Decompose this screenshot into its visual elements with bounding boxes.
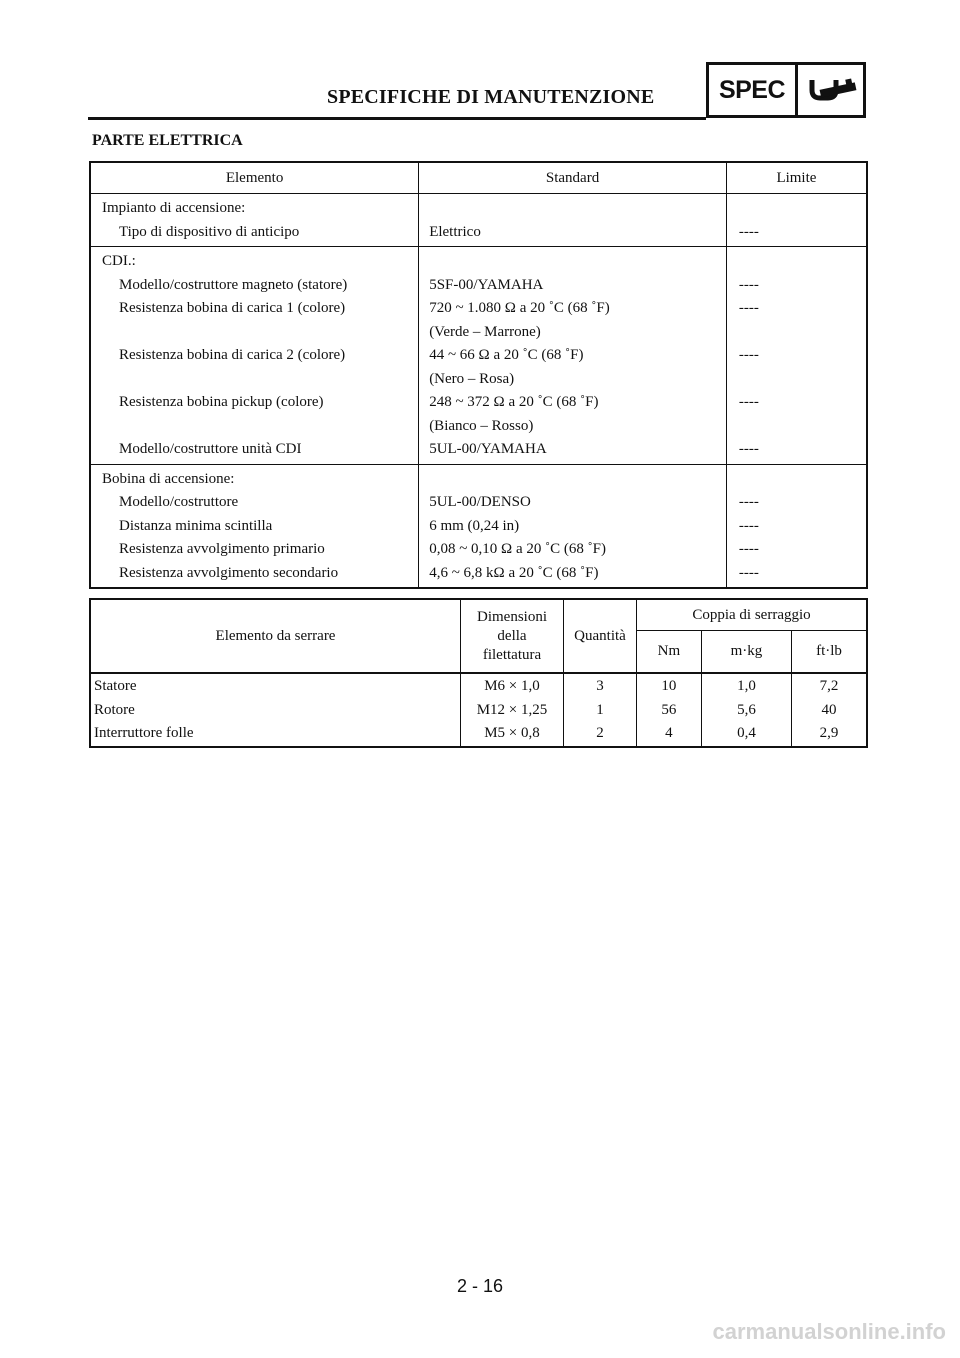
column-header-item: Elemento <box>90 162 419 194</box>
table-row <box>90 722 867 747</box>
table-row <box>90 274 867 298</box>
section-title: PARTE ELETTRICA <box>92 132 243 149</box>
thread-size: M5 × 0,8 <box>461 722 564 747</box>
spec-standard: 5SF-00/YAMAHA <box>429 276 544 293</box>
spec-standard: 0,08 ~ 0,10 Ω a 20 ˚C (68 ˚F) <box>429 541 606 557</box>
spec-standard: 5UL-00/DENSO <box>429 494 531 510</box>
spec-standard-color: (Nero – Rosa) <box>429 370 515 387</box>
spec-standard-color: (Verde – Marrone) <box>429 323 541 340</box>
page-header-title: SPECIFICHE DI MANUTENZIONE <box>327 86 655 108</box>
table-row <box>90 515 867 539</box>
thread-header-line: filettatura <box>482 646 542 663</box>
torque-mkg: 1,0 <box>701 673 791 699</box>
group-title: CDI.: <box>90 247 419 274</box>
header-rule <box>88 117 706 120</box>
table-row <box>90 344 867 391</box>
spec-limit: ---- <box>738 517 759 534</box>
electrical-spec-table <box>89 161 868 589</box>
page-number: 2 - 16 <box>456 1276 504 1296</box>
unit-header-mkg: m·kg <box>701 631 791 674</box>
column-header-standard: Standard <box>419 162 727 194</box>
torque-nm: 10 <box>637 673 702 699</box>
spec-group-ignition-coil <box>90 464 867 588</box>
group-title-row <box>90 194 867 221</box>
torque-nm: 4 <box>637 722 702 747</box>
spec-limit: ---- <box>738 276 759 293</box>
spec-item: Resistenza bobina pickup (colore) <box>90 391 419 438</box>
spec-item: Resistenza bobina di carica 1 (colore) <box>90 297 419 344</box>
tightening-torque-table <box>89 598 868 748</box>
group-title-row <box>90 464 867 491</box>
spec-badge <box>706 62 866 118</box>
spec-standard: 720 ~ 1.080 Ω a 20 ˚C (68 ˚F) <box>429 300 610 316</box>
spec-item: Resistenza avvolgimento secondario <box>90 562 419 589</box>
thread-size: M12 × 1,25 <box>461 699 564 723</box>
column-header-thread-size <box>461 599 564 673</box>
spec-item: Modello/costruttore unità CDI <box>90 438 419 464</box>
thread-header-line: Dimensioni <box>477 608 547 625</box>
table-row <box>90 699 867 723</box>
torque-ftlb: 7,2 <box>819 678 839 694</box>
spec-limit: ---- <box>738 394 759 410</box>
spec-group-ignition <box>90 194 867 247</box>
spec-standard: 6 mm (0,24 in) <box>429 517 520 534</box>
table-row <box>90 221 867 247</box>
spec-standard: 248 ~ 372 Ω a 20 ˚C (68 ˚F) <box>429 394 599 410</box>
spec-limit: ---- <box>738 441 759 457</box>
unit-header-ftlb: ft·lb <box>816 643 842 659</box>
table-row <box>90 391 867 438</box>
torque-ftlb: 2,9 <box>819 725 839 741</box>
spec-limit: ---- <box>738 494 759 510</box>
torque-ftlb: 40 <box>821 701 837 718</box>
table-row <box>90 562 867 589</box>
column-header-part: Elemento da serrare <box>90 599 461 673</box>
table-row <box>90 673 867 699</box>
spec-limit: ---- <box>738 541 759 557</box>
unit-header-nm: Nm <box>637 631 702 674</box>
spec-item: Modello/costruttore <box>90 491 419 515</box>
torque-mkg: 0,4 <box>701 722 791 747</box>
table-row <box>90 491 867 515</box>
column-header-limit: Limite <box>726 162 867 194</box>
quantity: 2 <box>564 722 637 747</box>
spec-group-cdi <box>90 247 867 465</box>
torque-nm: 56 <box>637 699 702 723</box>
spec-standard: 4,6 ~ 6,8 kΩ a 20 ˚C (68 ˚F) <box>429 564 599 581</box>
spec-standard: 44 ~ 66 Ω a 20 ˚C (68 ˚F) <box>429 347 584 363</box>
quantity: 1 <box>564 699 637 723</box>
part-name: Rotore <box>90 699 461 723</box>
column-header-quantity: Quantità <box>564 599 637 673</box>
spec-standard: Elettrico <box>429 223 481 240</box>
torque-mkg: 5,6 <box>701 699 791 723</box>
column-header-torque: Coppia di serraggio <box>637 599 868 631</box>
spec-limit: ---- <box>738 347 759 363</box>
spec-item: Resistenza avvolgimento primario <box>90 538 419 562</box>
table-row <box>90 538 867 562</box>
spec-badge-label: SPEC <box>709 65 798 115</box>
spec-limit: ---- <box>738 300 759 316</box>
thread-header-line: della <box>497 627 527 644</box>
spec-item: Resistenza bobina di carica 2 (colore) <box>90 344 419 391</box>
group-title: Impianto di accensione: <box>90 194 419 221</box>
table-row <box>90 297 867 344</box>
wrench-icon <box>798 65 863 115</box>
part-name: Statore <box>90 673 461 699</box>
spec-standard: 5UL-00/YAMAHA <box>429 441 547 457</box>
group-title-row <box>90 247 867 274</box>
quantity: 3 <box>564 673 637 699</box>
part-name: Interruttore folle <box>90 722 461 747</box>
group-title: Bobina di accensione: <box>90 464 419 491</box>
thread-size: M6 × 1,0 <box>461 673 564 699</box>
spec-limit: ---- <box>738 223 759 240</box>
watermark-link[interactable]: carmanualsonline.info <box>712 1319 946 1344</box>
spec-standard-color: (Bianco – Rosso) <box>429 417 534 434</box>
spec-item: Tipo di dispositivo di anticipo <box>90 221 419 247</box>
spec-item: Modello/costruttore magneto (statore) <box>90 274 419 298</box>
table-row <box>90 438 867 464</box>
spec-limit: ---- <box>738 564 759 581</box>
spec-item: Distanza minima scintilla <box>90 515 419 539</box>
